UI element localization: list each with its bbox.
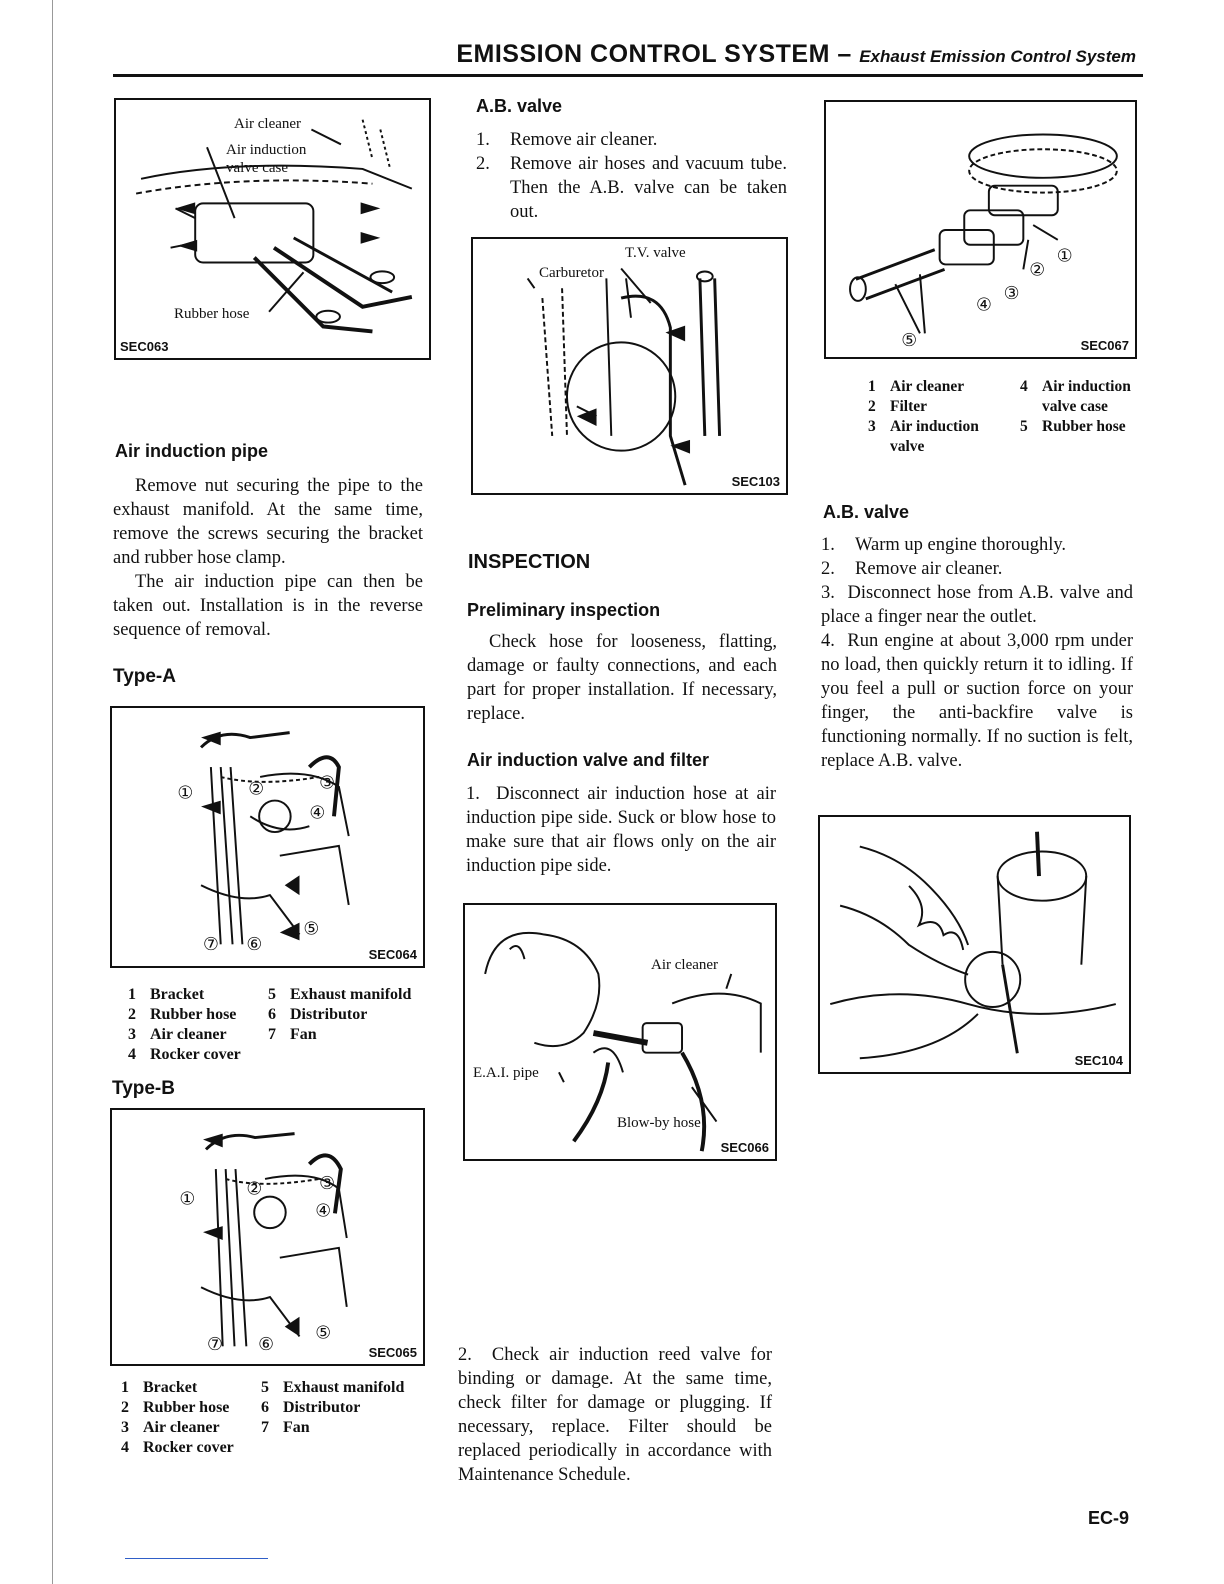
step: 1. Warm up engine thoroughly. — [821, 535, 1067, 555]
left-margin-line — [52, 0, 53, 1584]
legend-row: valve — [890, 438, 925, 455]
callout-4: ④ — [976, 295, 992, 316]
figure-sec066 — [463, 903, 777, 1161]
figure-sec065 — [110, 1108, 425, 1366]
callout-5: ⑤ — [303, 919, 320, 940]
figure-code: SEC063 — [120, 339, 169, 354]
figure-sec104 — [818, 815, 1131, 1074]
callout-5: ⑤ — [315, 1323, 332, 1344]
figure-sec063 — [114, 98, 431, 360]
legend-type-a — [128, 985, 411, 1065]
heading-inspection: INSPECTION — [468, 551, 591, 573]
valve-filter-step-2 — [458, 1343, 772, 1487]
figure-code: SEC064 — [368, 947, 417, 962]
figure-sec103 — [471, 237, 788, 495]
page-number: EC-9 — [1087, 1508, 1129, 1528]
callout-3: ③ — [319, 773, 336, 794]
legend-type-b — [121, 1378, 404, 1458]
heading-preliminary-inspection: Preliminary inspection — [467, 600, 661, 620]
heading-ab-valve-check: A.B. valve — [823, 502, 910, 522]
legend-row: 1 Bracket 5 Exhaust manifold — [121, 1379, 405, 1396]
type-b-label: Type-B — [112, 1078, 175, 1099]
ab-valve-removal-steps — [476, 128, 787, 224]
heading-ab-valve: A.B. valve — [476, 96, 563, 116]
step: 3. Disconnect hose from A.B. valve and place a finger near the outlet. — [821, 583, 1134, 627]
air-induction-pipe-text — [113, 474, 423, 642]
figure-code: SEC104 — [1074, 1053, 1123, 1068]
ab-valve-illustration — [473, 239, 786, 493]
legend-row: 2 Rubber hose 6 Distributor — [128, 1006, 368, 1023]
header-subtitle: Exhaust Emission Control System — [859, 47, 1136, 66]
label-air-induction: Air induction — [226, 142, 307, 158]
step: 2. Remove air hoses and vacuum tube. Then the A.B. valve can be taken out. — [476, 154, 787, 222]
paragraph: Check hose for looseness, flatting, damage or faulty connections, and each part for proper installation. If necessary, replace. — [467, 632, 777, 724]
callout-2: ② — [248, 779, 265, 800]
header-separator: – — [829, 40, 860, 68]
engine-type-b-illustration — [112, 1110, 423, 1364]
callout-7: ⑦ — [203, 935, 219, 956]
heading-air-induction-valve-filter: Air induction valve and filter — [467, 750, 710, 770]
air-induction-pipe-illustration — [116, 100, 429, 358]
figure-code: SEC067 — [1080, 338, 1129, 353]
callout-3: ③ — [319, 1173, 336, 1194]
heading-air-induction-pipe: Air induction pipe — [115, 441, 268, 461]
figure-sec067 — [824, 100, 1137, 359]
legend-row: 1 Bracket 5 Exhaust manifold — [128, 986, 412, 1003]
step: 4. Run engine at about 3,000 rpm under no load, then quickly return it to idling. If you feel a pull or suction force on your finger, the anti-backfire valve is functioning normally. If no suction is felt, replace A.B. valve. — [821, 631, 1134, 771]
preliminary-inspection-text — [467, 630, 777, 726]
ab-valve-check-steps — [821, 533, 1133, 773]
callout-1: ① — [177, 783, 194, 804]
legend-row: 2 Filter — [868, 398, 928, 415]
callout-6: ⑥ — [246, 935, 263, 956]
legend-row: 3 Air induction 5 Rubber hose — [868, 418, 1126, 435]
valve-filter-step-1 — [466, 782, 776, 878]
label-eai-pipe: E.A.I. pipe — [473, 1065, 539, 1081]
legend-row: 4 Rocker cover — [128, 1046, 241, 1063]
finger-suction-test-illustration — [820, 817, 1129, 1072]
callout-4: ④ — [309, 803, 326, 824]
paragraph: 2. Check air induction reed valve for binding or damage. At the same time, check filter for damage or plugging. If necessary, replace. Filter should be replaced periodically in accordance with Maintenance Schedule. — [458, 1345, 772, 1485]
air-induction-valve-exploded-illustration — [826, 102, 1135, 357]
label-blowby-hose: Blow-by hose — [617, 1115, 701, 1131]
label-air-cleaner: Air cleaner — [651, 957, 719, 973]
callout-5: ⑤ — [901, 331, 918, 352]
legend-sec067 — [868, 377, 1131, 457]
callout-1: ① — [1056, 246, 1073, 267]
bottom-link-line — [125, 1558, 268, 1559]
figure-code: SEC103 — [731, 474, 780, 489]
label-valve-case: valve case — [226, 160, 289, 176]
callout-2: ② — [1029, 260, 1046, 281]
legend-row: 2 Rubber hose 6 Distributor — [121, 1399, 361, 1416]
page-header — [456, 40, 1136, 69]
figure-code: SEC066 — [720, 1140, 769, 1155]
callout-7: ⑦ — [206, 1335, 223, 1356]
header-rule — [113, 74, 1143, 77]
legend-row: 1 Air cleaner 4 Air induction — [868, 378, 1131, 395]
step: 1. Remove air cleaner. — [476, 130, 658, 150]
legend-row: valve case — [1042, 398, 1108, 415]
step: 2. Remove air cleaner. — [821, 559, 1003, 579]
paragraph: The air induction pipe can then be taken out. Installation is in the reverse sequence of removal. — [113, 572, 423, 640]
legend-row: 3 Air cleaner 7 Fan — [128, 1026, 317, 1043]
paragraph: 1. Disconnect air induction hose at air induction pipe side. Suck or blow hose to make sure that air flows only on the air induction pipe side. — [466, 784, 777, 876]
header-title: EMISSION CONTROL SYSTEM — [456, 40, 830, 68]
callout-1: ① — [179, 1189, 196, 1210]
type-a-label: Type-A — [113, 666, 176, 687]
callout-6: ⑥ — [258, 1335, 275, 1356]
callout-3: ③ — [1003, 283, 1020, 304]
legend-row: 3 Air cleaner 7 Fan — [121, 1419, 310, 1436]
engine-type-a-illustration — [112, 708, 423, 966]
paragraph: Remove nut securing the pipe to the exhaust manifold. At the same time, remove the screws securing the bracket and rubber hose clamp. — [113, 476, 423, 568]
label-carburetor: Carburetor — [539, 265, 604, 281]
callout-2: ② — [246, 1179, 263, 1200]
label-rubber-hose: Rubber hose — [174, 306, 250, 322]
callout-4: ④ — [315, 1201, 332, 1222]
figure-code: SEC065 — [368, 1345, 417, 1360]
label-air-cleaner: Air cleaner — [234, 116, 302, 132]
legend-row: 4 Rocker cover — [121, 1439, 234, 1456]
figure-sec064 — [110, 706, 425, 968]
label-tv-valve: T.V. valve — [625, 245, 686, 261]
